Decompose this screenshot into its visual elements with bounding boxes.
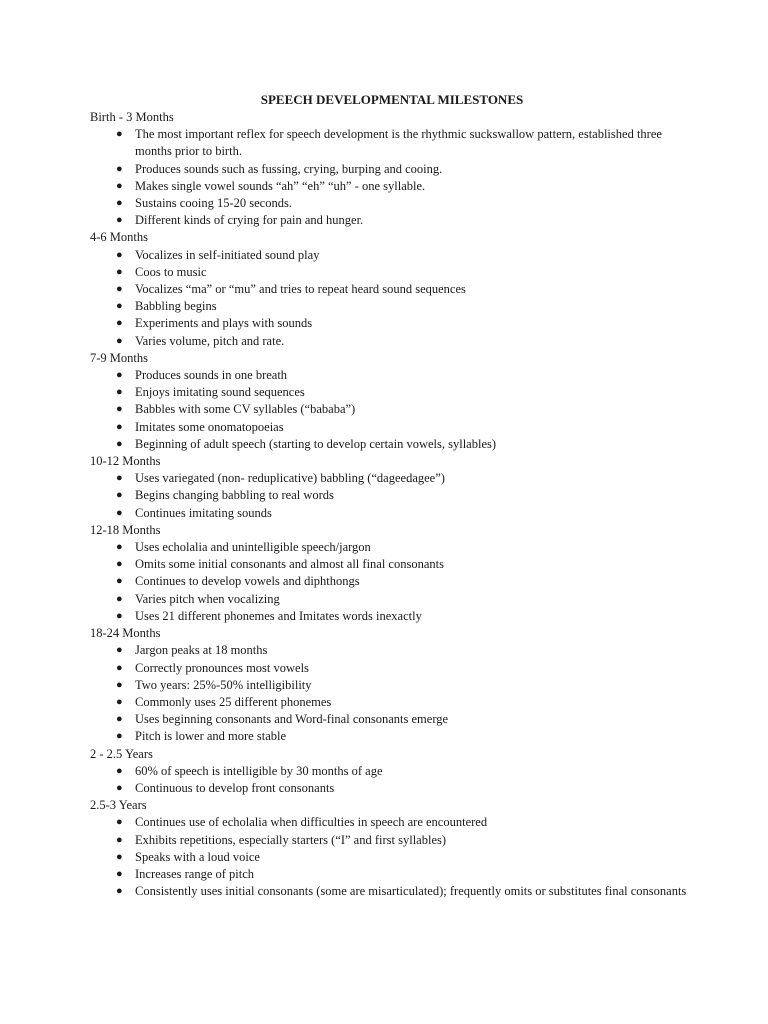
bullet-icon: ●	[116, 644, 123, 657]
bullet-icon: ●	[116, 334, 123, 347]
bullet-icon: ●	[116, 816, 123, 829]
list-item	[90, 212, 690, 229]
list-item	[90, 642, 690, 659]
section-heading: 7-9 Months	[90, 350, 148, 365]
bullet-list	[90, 247, 690, 350]
section-heading: Birth - 3 Months	[90, 110, 174, 124]
list-item	[90, 505, 690, 522]
list-item-text: Continues imitating sounds	[135, 505, 272, 520]
list-item-text: Speaks with a loud voice	[135, 849, 260, 864]
list-item-text: Produces sounds in one breath	[135, 368, 288, 383]
list-item	[90, 849, 690, 866]
list-item-text: Jargon peaks at 18 months	[135, 643, 268, 658]
bullet-icon: ●	[116, 403, 123, 416]
list-item-text: Babbles with some CV syllables (“bababa”)	[135, 402, 356, 417]
list-item-text: Sustains cooing 15-20 seconds.	[135, 196, 292, 211]
list-item	[90, 264, 690, 281]
bullet-icon: ●	[116, 661, 123, 674]
bullet-icon: ●	[116, 558, 123, 571]
list-item-text: Pitch is lower and more stable	[135, 729, 287, 744]
list-item-text: Makes single vowel sounds “ah” “eh” “uh” - one syllable.	[135, 178, 426, 193]
bullet-list	[90, 814, 690, 900]
bullet-icon: ●	[116, 695, 123, 708]
bullet-icon: ●	[116, 283, 123, 296]
list-item	[90, 866, 690, 883]
list-item	[90, 728, 690, 745]
bullet-icon: ●	[116, 575, 123, 588]
bullet-list	[90, 642, 690, 745]
list-item	[90, 694, 690, 711]
list-item	[90, 539, 690, 556]
list-item-text: Increases range of pitch	[135, 866, 255, 881]
list-item-text: Uses echolalia and unintelligible speech/jargon	[135, 540, 371, 555]
list-item	[90, 247, 690, 264]
list-item	[90, 763, 690, 780]
list-item	[90, 608, 690, 625]
bullet-icon: ●	[116, 885, 123, 898]
section-heading: 4-6 Months	[90, 230, 148, 245]
list-item	[90, 487, 690, 504]
bullet-icon: ●	[116, 437, 123, 450]
list-item	[90, 711, 690, 728]
bullet-list	[90, 539, 690, 625]
list-item	[90, 384, 690, 401]
list-item-text: Continues to develop vowels and diphthongs	[135, 574, 360, 589]
bullet-icon: ●	[116, 489, 123, 502]
list-item-text: Coos to music	[135, 264, 207, 279]
list-item-text: Uses beginning consonants and Word-final consonants emerge	[135, 712, 449, 727]
list-item-text: Consistently uses initial consonants (some are misarticulated); frequently omits or substitutes final consonants	[135, 884, 687, 899]
list-item-text: Begins changing babbling to real words	[135, 488, 334, 503]
list-item-text: Babbling begins	[135, 299, 217, 314]
bullet-icon: ●	[116, 265, 123, 278]
bullet-icon: ●	[116, 592, 123, 605]
list-item	[90, 832, 690, 849]
bullet-icon: ●	[116, 472, 123, 485]
list-item-text: Varies volume, pitch and rate.	[135, 333, 285, 348]
list-item-text: Uses variegated (non- reduplicative) babbling (“dageedagee”)	[135, 471, 445, 486]
list-item-text: Continues use of echolalia when difficulties in speech are encountered	[135, 815, 488, 830]
bullet-icon: ●	[116, 317, 123, 330]
sections-container	[90, 109, 690, 900]
list-item	[90, 573, 690, 590]
list-item	[90, 126, 690, 160]
list-item	[90, 367, 690, 384]
list-item-text: Exhibits repetitions, especially starters (“I” and first syllables)	[135, 832, 447, 847]
bullet-icon: ●	[116, 867, 123, 880]
list-item-text: Beginning of adult speech (starting to develop certain vowels, syllables)	[135, 436, 497, 451]
list-item-text: Vocalizes in self-initiated sound play	[135, 247, 320, 262]
bullet-icon: ●	[116, 197, 123, 210]
list-item-text: Correctly pronounces most vowels	[135, 660, 309, 675]
bullet-icon: ●	[116, 386, 123, 399]
list-item	[90, 780, 690, 797]
bullet-icon: ●	[116, 781, 123, 794]
bullet-icon: ●	[116, 609, 123, 622]
list-item	[90, 556, 690, 573]
list-item	[90, 178, 690, 195]
bullet-icon: ●	[116, 713, 123, 726]
list-item	[90, 281, 690, 298]
list-item-text: Imitates some onomatopoeias	[135, 419, 284, 434]
bullet-icon: ●	[116, 764, 123, 777]
list-item-text: Commonly uses 25 different phonemes	[135, 694, 332, 709]
bullet-icon: ●	[116, 730, 123, 743]
section-heading: 2 - 2.5 Years	[90, 746, 153, 761]
list-item-text: Experiments and plays with sounds	[135, 316, 313, 331]
list-item-text: Continuous to develop front consonants	[135, 780, 335, 795]
document-page	[90, 91, 690, 900]
list-item	[90, 419, 690, 436]
document-title: SPEECH DEVELOPMENTAL MILESTONES	[260, 92, 524, 107]
list-item	[90, 436, 690, 453]
bullet-icon: ●	[116, 506, 123, 519]
list-item-text: Varies pitch when vocalizing	[135, 591, 280, 606]
bullet-icon: ●	[116, 214, 123, 227]
bullet-icon: ●	[116, 248, 123, 261]
bullet-icon: ●	[116, 541, 123, 554]
list-item-text: The most important reflex for speech development is the rhythmic suckswallow pattern, established three months prior to birth.	[135, 127, 662, 159]
list-item-text: Enjoys imitating sound sequences	[135, 385, 305, 400]
list-item	[90, 591, 690, 608]
section-heading: 10-12 Months	[90, 454, 161, 469]
bullet-icon: ●	[116, 179, 123, 192]
list-item	[90, 883, 690, 900]
list-item	[90, 677, 690, 694]
bullet-list	[90, 367, 690, 453]
bullet-icon: ●	[116, 678, 123, 691]
list-item-text: Uses 21 different phonemes and Imitates words inexactly	[135, 608, 422, 623]
bullet-icon: ●	[116, 833, 123, 846]
bullet-list	[90, 763, 690, 797]
list-item-text: Different kinds of crying for pain and hunger.	[135, 213, 364, 228]
list-item	[90, 470, 690, 487]
bullet-icon: ●	[116, 128, 123, 141]
list-item-text: Omits some initial consonants and almost all final consonants	[135, 557, 444, 572]
bullet-list	[90, 470, 690, 522]
list-item	[90, 315, 690, 332]
list-item-text: Vocalizes “ma” or “mu” and tries to repeat heard sound sequences	[135, 282, 466, 297]
list-item-text: Two years: 25%-50% intelligibility	[135, 677, 312, 692]
section-heading: 12-18 Months	[90, 522, 161, 537]
section-heading: 18-24 Months	[90, 626, 161, 641]
list-item	[90, 401, 690, 418]
bullet-icon: ●	[116, 369, 123, 382]
list-item	[90, 298, 690, 315]
list-item-text: 60% of speech is intelligible by 30 months of age	[135, 763, 383, 778]
bullet-icon: ●	[116, 300, 123, 313]
bullet-list	[90, 126, 690, 229]
section-heading: 2.5-3 Years	[90, 798, 147, 813]
list-item	[90, 814, 690, 831]
bullet-icon: ●	[116, 420, 123, 433]
bullet-icon: ●	[116, 162, 123, 175]
list-item	[90, 195, 690, 212]
list-item	[90, 333, 690, 350]
list-item-text: Produces sounds such as fussing, crying, burping and cooing.	[135, 161, 443, 176]
bullet-icon: ●	[116, 850, 123, 863]
list-item	[90, 161, 690, 178]
list-item	[90, 660, 690, 677]
